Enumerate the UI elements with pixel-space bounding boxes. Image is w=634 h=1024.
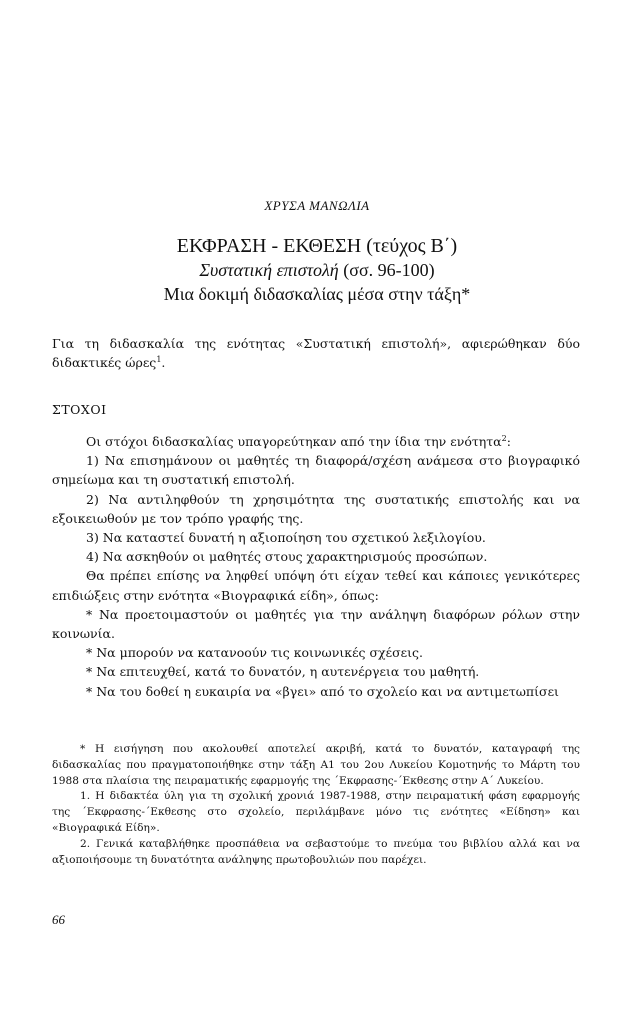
footnote-1: 1. Η διδακτέα ύλη για τη σχολική χρονιά 1987-1988, στην πειραματική φάση εφαρμογής της ΄Εκφρασης-΄Εκθεσης στο σχολείο, περιλάμβανε μόνο τις ενότητες «Είδηση» και «Βιογραφικά Είδη». [52,790,580,834]
goal-item: 1) Να επισημάνουν οι μαθητές τη διαφορά/σχέση ανάμεσα στο βιογραφικό σημείωμα και τη συστατική επιστολή. [52,453,580,488]
title-line-2-italic: Συστατική επιστολή [199,260,339,280]
bullet-item: * Να προετοιμαστούν οι μαθητές για την ανάληψη διαφόρων ρόλων στην κοινωνία. [52,606,580,642]
goal-item: 4) Να ασκηθούν οι μαθητές στους χαρακτηρισμούς προσώπων. [86,549,488,565]
bullet-item: * Να επιτευχθεί, κατά το δυνατόν, η αυτενέργεια του μαθητή. [86,664,480,680]
bullet-item: * Να μπορούν να κατανοούν τις κοινωνικές σχέσεις. [86,645,423,661]
author-name: ΧΡΥΣΑ ΜΑΝΩΛΙΑ [264,198,370,213]
article-title [0,234,634,306]
intro-paragraph [52,334,580,372]
goals-lead-text: Οι στόχοι διδασκαλίας υπαγορεύτηκαν από την ίδια την ενότητα [86,434,502,449]
general-aims-paragraph: Θα πρέπει επίσης να ληφθεί υπόψη ότι είχαν τεθεί και κάποιες γενικότερες επιδιώξεις στην ενότητα «Βιογραφικά είδη», όπως: [52,568,580,603]
intro-end: . [161,355,166,370]
page-number: 66 [52,912,65,927]
goals-lead-end: : [506,434,511,449]
footnote-mark-1: 1 [156,354,162,364]
footnote-2: 2. Γενικά καταβλήθηκε προσπάθεια να σεβαστούμε το πνεύμα του βιβλίου αλλά και να αξιοποιήσουμε τη δυνατότητα ανάληψης πρωτοβουλιών που παρέχει. [52,837,580,866]
goal-item: 3) Να καταστεί δυνατή η αξιοποίηση του σχετικού λεξιλογίου. [86,530,486,546]
bullet-item: * Να του δοθεί η ευκαιρία να «βγει» από το σχολείο και να αντιμετωπίσει [86,683,559,699]
section-heading: ΣΤΟΧΟΙ [52,402,107,417]
title-line-3: Μια δοκιμή διδασκαλίας μέσα στην τάξη* [163,284,471,304]
body-text [52,432,580,701]
title-line-2-rest: (σσ. 96-100) [338,260,435,280]
intro-text: Για τη διδασκαλία της ενότητας «Συστατική επιστολή», αφιερώθηκαν δύο διδακτικές ώρες [52,336,580,370]
footnote-mark-2: 2 [501,433,507,443]
footnote-star: * Η εισήγηση που ακολουθεί αποτελεί ακριβή, κατά το δυνατόν, καταγραφή της διδασκαλίας που πραγματοποιήθηκε στην τάξη Α1 του 2ου Λυκείου Κομοτηνής το Μάρτη του 1988 στα πλαίσια της πειραματικής εφαρμογής της ΄Εκφρασης-΄Εκθεσης στην Α΄ Λυκείου. [52,743,580,787]
goals-lead [52,432,580,451]
footnotes [52,742,580,868]
title-line-1: ΕΚΦΡΑΣΗ - ΕΚΘΕΣΗ (τεύχος Β΄) [176,235,458,257]
goal-item: 2) Να αντιληφθούν τη χρησιμότητα της συστατικής επιστολής και να εξοικειωθούν με τον τρόπο γραφής της. [52,491,580,526]
title-line-2 [0,258,634,282]
